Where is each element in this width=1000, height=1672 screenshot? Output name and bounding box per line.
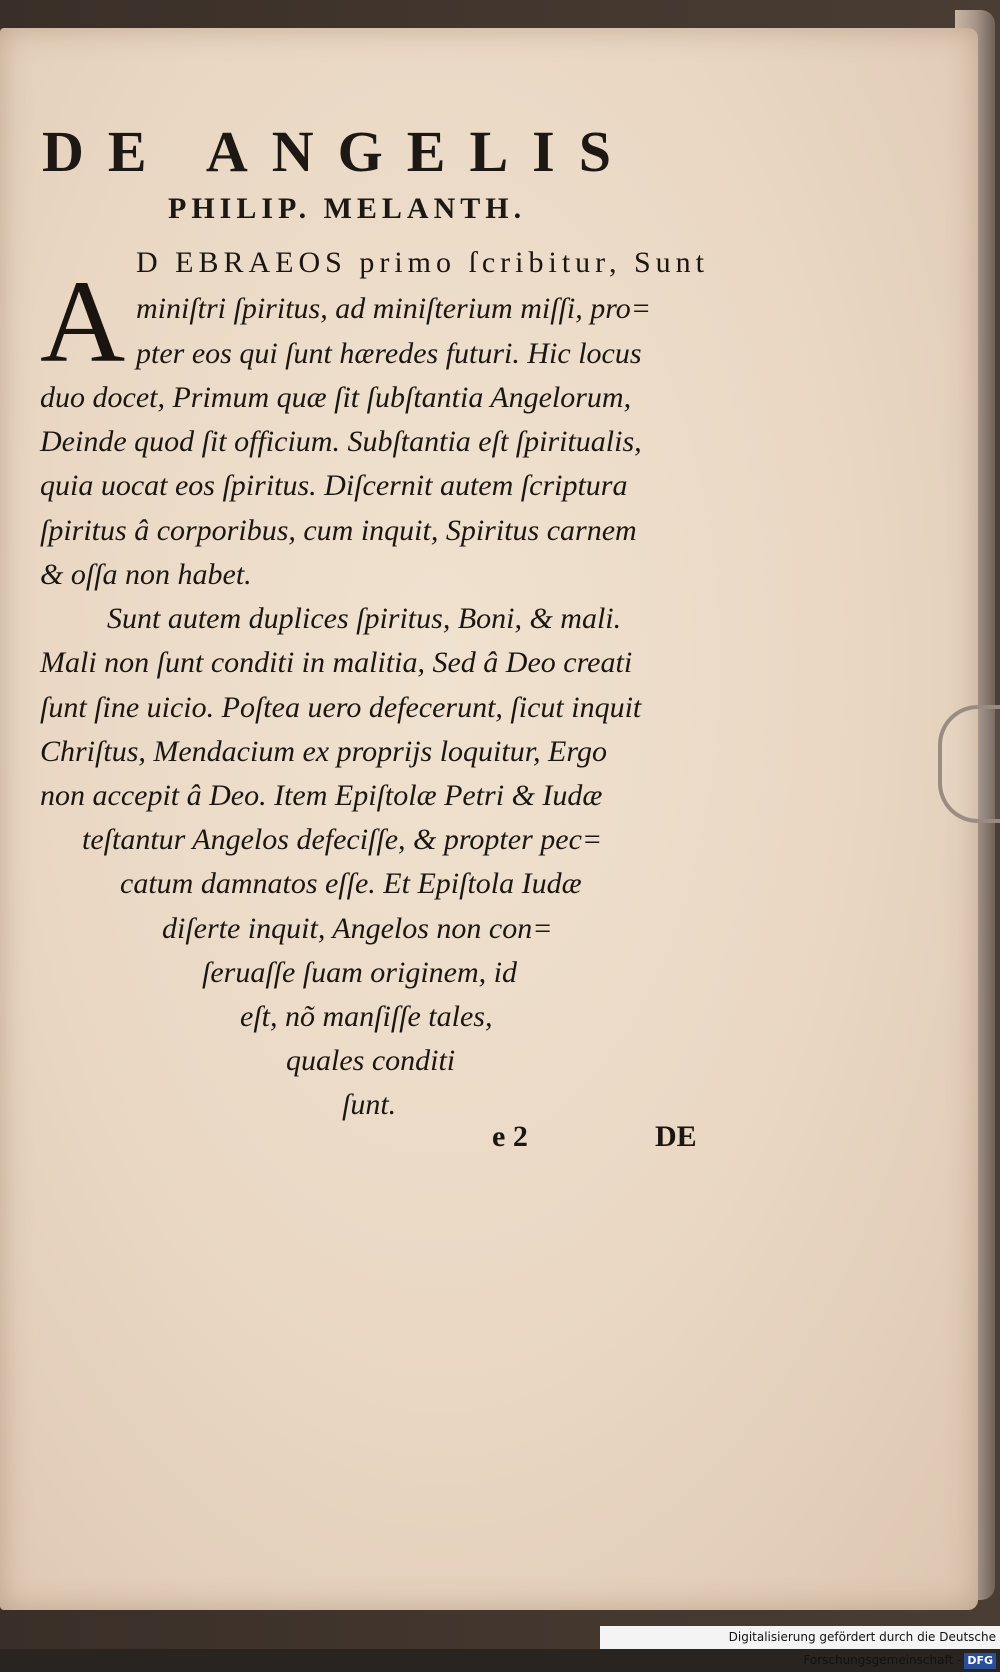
text-line: Sunt autem duplices ſpiritus, Boni, & mali. (107, 602, 622, 635)
text-line: diſerte inquit, Angelos non con= (162, 912, 553, 945)
text-line: & oſſa non habet. (40, 558, 252, 591)
text-line: Mali non ſunt conditi in malitia, Sed â Deo creati (40, 646, 633, 679)
text-line: duo docet, Primum quæ ſit ſubſtantia Angelorum, (40, 381, 632, 414)
page-title: DE ANGELIS (42, 119, 635, 184)
text-line: ſpiritus â corporibus, cum inquit, Spiritus carnem (40, 514, 637, 547)
clip-mark (938, 705, 1000, 823)
catchword: DE (655, 1120, 697, 1153)
digitization-credit (600, 1626, 1000, 1667)
dfg-logo: DFG (964, 1653, 996, 1669)
text-line: non accepit â Deo. Item Epiſtolæ Petri & Iudæ (40, 779, 603, 812)
text-line: catum damnatos eſſe. Et Epiſtola Iudæ (120, 867, 582, 900)
text-line: quales conditi (286, 1044, 456, 1077)
text-line (136, 246, 709, 280)
signature-mark: e 2 (492, 1120, 528, 1153)
text-line: pter eos qui ſunt hæredes futuri. Hic locus (136, 337, 642, 370)
text-line: Deinde quod ſit officium. Subſtantia eſt ſpiritualis, (40, 425, 642, 458)
text-line: ſunt. (342, 1088, 397, 1121)
page-subtitle: PHILIP. MELANTH. (168, 192, 527, 225)
text-line: quia uocat eos ſpiritus. Diſcernit autem ſcriptura (40, 469, 628, 502)
text-line: ſunt ſine uicio. Poſtea uero defecerunt, ſicut inquit (40, 691, 642, 724)
text-line-content: D EBRAEOS primo ſcribitur, Sunt (136, 246, 709, 279)
text-line: ſeruaſſe ſuam originem, id (202, 956, 517, 989)
text-line: teſtantur Angelos defeciſſe, & propter pec= (82, 823, 603, 856)
text-line: miniſtri ſpiritus, ad miniſterium miſſi, pro= (136, 292, 652, 325)
text-line: eſt, nõ manſiſſe tales, (240, 1000, 493, 1033)
drop-cap: A (40, 256, 126, 387)
credit-text: Digitalisierung gefördert durch die Deutsche Forschungsgemeinschaft - (728, 1630, 996, 1667)
text-line: Chriſtus, Mendacium ex proprijs loquitur, Ergo (40, 735, 607, 768)
